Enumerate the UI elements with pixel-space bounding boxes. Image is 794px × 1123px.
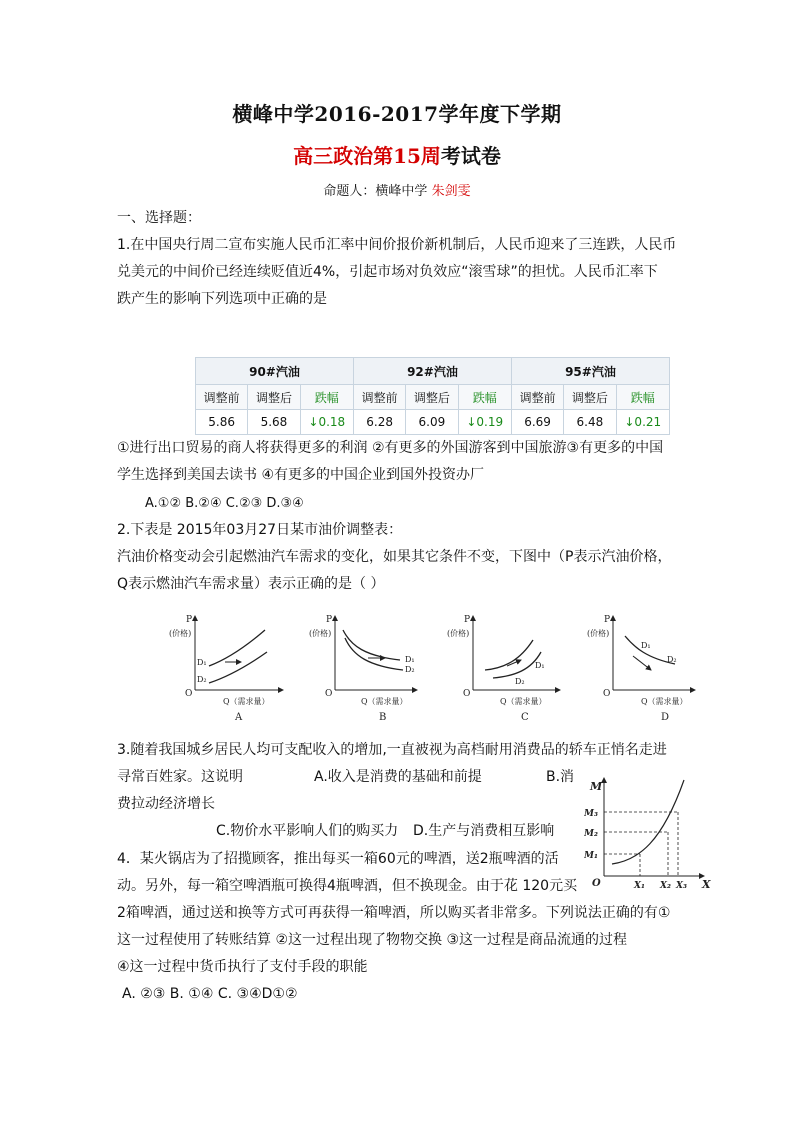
exam-title-part2: 周 <box>420 144 441 168</box>
graph-a-p-label: P <box>186 615 193 625</box>
graph-c <box>447 615 560 723</box>
author-label: 命题人：横峰中学 <box>323 184 428 199</box>
q3-line-2a: 寻常百姓家。这说明 <box>117 769 243 785</box>
q4-line-5: ④这一过程中货币执行了支付手段的职能 <box>117 959 368 975</box>
q1-statement-line-2: 学生选择到美国去读书 ④有更多的中国企业到国外投资办厂 <box>117 467 484 483</box>
graph-b-d2-curve <box>345 638 403 670</box>
graph-a-d1-curve <box>209 630 265 666</box>
q4-line-1: 4．某火锅店为了招揽顾客，推出每买一箱60元的啤酒，送2瓶啤酒的活 <box>117 851 559 867</box>
q1-line-1: 1.在中国央行周二宣布实施人民币汇率中间价报价新机制后，人民币迎来了三连跌，人民币 <box>117 237 677 253</box>
cell-90-before: 5.86 <box>196 410 248 435</box>
mx-x-label: X <box>702 878 711 891</box>
q3-option-a: A.收入是消费的基础和前提 <box>314 769 482 785</box>
q3-option-b-start: B.消 <box>546 769 575 785</box>
graph-d-q-label: Q（需求量） <box>641 697 688 706</box>
graph-d-p-label: P <box>604 615 611 625</box>
graph-a-letter: A <box>235 712 243 723</box>
question-1 <box>117 232 682 313</box>
q4-choices: A. ②③ B. ①④ C. ③④D①② <box>122 986 298 1002</box>
graph-a-q-label: Q（需求量） <box>223 697 270 706</box>
q1-line-2: 兑美元的中间价已经连续贬值近4%，引起市场对负效应“滚雪球”的担忧。人民币汇率下 <box>117 264 658 280</box>
graph-a-origin: O <box>185 689 193 699</box>
section-heading: 一、选择题： <box>117 210 201 226</box>
question-2 <box>117 517 682 598</box>
cell-92-after: 6.09 <box>406 410 458 435</box>
graph-d-letter: D <box>661 712 670 723</box>
demand-graphs <box>155 608 700 726</box>
graph-c-p-label: P <box>464 615 471 625</box>
subheader-drop: 跌幅 <box>458 385 511 410</box>
cell-95-after: 6.48 <box>564 410 616 435</box>
graph-d-p-unit: (价格) <box>587 629 610 638</box>
graph-c-p-unit: (价格) <box>447 629 470 638</box>
graph-c-d2-curve <box>493 652 541 678</box>
group-95: 95#汽油 <box>511 358 669 385</box>
subheader-before: 调整前 <box>511 385 563 410</box>
q2-line-1: 2.下表是 2015年03月27日某市油价调整表： <box>117 522 403 538</box>
graph-b <box>309 615 417 723</box>
graph-d-d1: D₁ <box>641 641 651 650</box>
exam-title-number: 15 <box>393 144 421 168</box>
q3-line-1: 3.随着我国城乡居民人均可支配收入的增加,一直被视为高档耐用消费品的轿车正悄名走进 <box>117 742 667 758</box>
table-group-header <box>196 358 670 385</box>
graph-a-d1: D₁ <box>197 658 207 667</box>
subheader-after: 调整后 <box>248 385 300 410</box>
subheader-after: 调整后 <box>564 385 616 410</box>
q4-line-2: 动。另外，每一箱空啤酒瓶可换得4瓶啤酒，但不换现金。由于花 120元买 <box>117 878 578 894</box>
graph-d-d2: D₂ <box>667 655 677 664</box>
cell-95-before: 6.69 <box>511 410 563 435</box>
q2-line-3: Q表示燃油汽车需求量）表示正确的是（ ） <box>117 576 385 592</box>
cell-90-after: 5.68 <box>248 410 300 435</box>
graph-b-d1-curve <box>343 630 400 660</box>
graph-b-p-unit: (价格) <box>309 629 332 638</box>
graph-a <box>169 615 283 723</box>
graph-c-origin: O <box>463 689 471 699</box>
question-4 <box>117 846 687 981</box>
graph-b-letter: B <box>379 712 387 723</box>
mx-x2: X₂ <box>660 881 671 891</box>
table-subheader <box>196 385 670 410</box>
q1-statements <box>117 435 682 489</box>
author-name: 朱剑雯 <box>431 184 471 199</box>
q1-line-3: 跌产生的影响下列选项中正确的是 <box>117 291 327 307</box>
graph-a-p-unit: (价格) <box>169 629 192 638</box>
graph-c-d2: D₂ <box>515 677 525 686</box>
subheader-after: 调整后 <box>406 385 458 410</box>
subheader-drop: 跌幅 <box>300 385 353 410</box>
group-90: 90#汽油 <box>196 358 354 385</box>
author-line <box>0 180 794 199</box>
mx-m3: M₃ <box>584 809 598 819</box>
cell-92-drop: ↓0.19 <box>458 410 511 435</box>
graph-a-d2: D₂ <box>197 675 207 684</box>
exam-title-part3: 考试卷 <box>440 144 501 168</box>
mx-x3: X₃ <box>676 881 687 891</box>
mx-m2: M₂ <box>584 829 598 839</box>
q3-line-3: 费拉动经济增长 <box>117 796 215 812</box>
q3-option-d: D.生产与消费相互影响 <box>413 823 555 839</box>
q4-line-4: 这一过程使用了转账结算 ②这一过程出现了物物交换 ③这一过程是商品流通的过程 <box>117 932 627 948</box>
graph-c-letter: C <box>521 712 529 723</box>
q1-statement-line-1: ①进行出口贸易的商人将获得更多的利润 ②有更多的外国游客到中国旅游③有更多的中国 <box>117 440 664 456</box>
graph-d <box>587 615 695 723</box>
cell-90-drop: ↓0.18 <box>300 410 353 435</box>
mx-m-label: M <box>590 780 603 793</box>
q2-line-2: 汽油价格变动会引起燃油汽车需求的变化，如果其它条件不变，下图中（P表示汽油价格， <box>117 549 672 565</box>
exam-title-part1: 高三政治第 <box>293 144 394 168</box>
graph-d-arrow <box>633 656 651 670</box>
graph-b-d2: D₂ <box>405 665 415 674</box>
subheader-drop: 跌幅 <box>616 385 669 410</box>
graph-c-q-label: Q（需求量） <box>500 697 547 706</box>
cell-92-before: 6.28 <box>353 410 405 435</box>
mx-x1: X₁ <box>634 881 645 891</box>
cell-95-drop: ↓0.21 <box>616 410 669 435</box>
question-3 <box>117 737 687 764</box>
mx-origin: O <box>592 878 601 889</box>
oil-price-table <box>195 357 670 435</box>
subheader-before: 调整前 <box>353 385 405 410</box>
q3-option-c: C.物价水平影响人们的购买力 <box>216 823 399 839</box>
mx-m1: M₁ <box>584 851 598 861</box>
subheader-before: 调整前 <box>196 385 248 410</box>
graph-a-d2-curve <box>209 652 267 683</box>
q4-line-3: 2箱啤酒，通过送和换等方式可再获得一箱啤酒，所以购买者非常多。下列说法正确的有① <box>117 905 671 921</box>
graph-b-q-label: Q（需求量） <box>361 697 408 706</box>
exam-title <box>0 140 794 169</box>
table-row <box>196 410 670 435</box>
graph-b-origin: O <box>325 689 333 699</box>
school-title: 横峰中学2016-2017学年度下学期 <box>232 102 562 126</box>
graph-b-p-label: P <box>326 615 333 625</box>
q1-choices: A.①② B.②④ C.②③ D.③④ <box>145 496 304 511</box>
graph-d-origin: O <box>603 689 611 699</box>
graph-b-d1: D₁ <box>405 655 415 664</box>
graph-c-d1: D₁ <box>535 661 545 670</box>
group-92: 92#汽油 <box>353 358 511 385</box>
